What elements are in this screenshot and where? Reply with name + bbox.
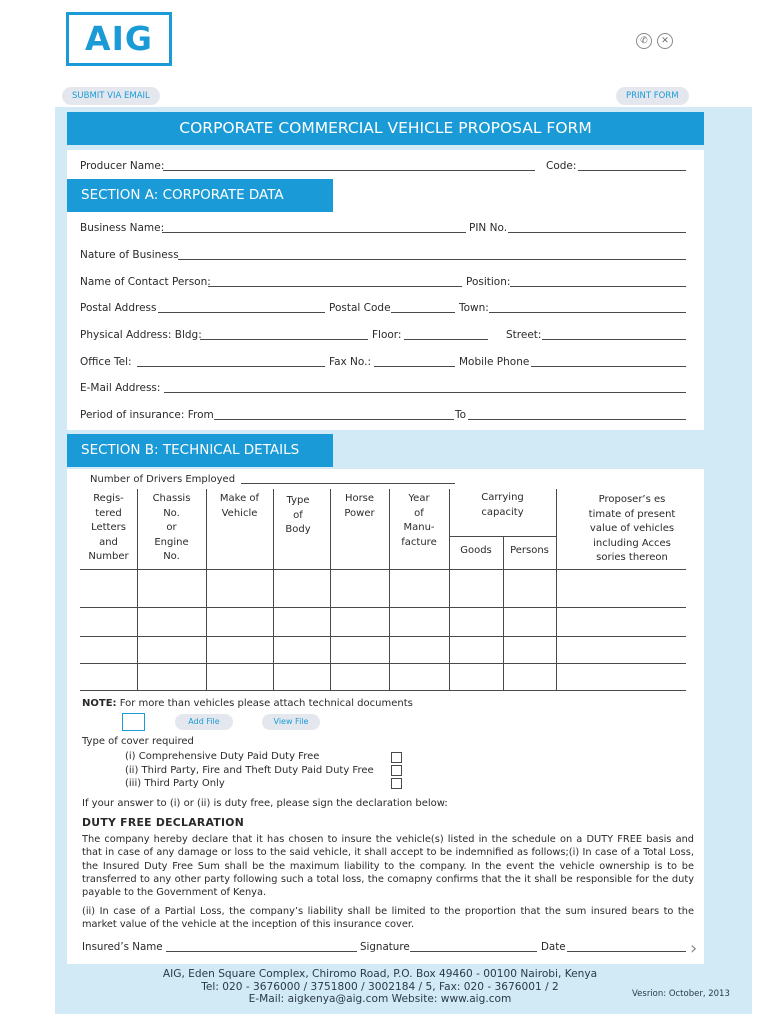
col-header-goods: Goods — [460, 545, 492, 556]
date-label: Date — [541, 941, 566, 953]
version-label: Vesrion: October, 2013 — [632, 989, 730, 999]
third-party-only-checkbox[interactable] — [391, 778, 402, 789]
producer-name-label: Producer Name: — [80, 160, 165, 172]
declaration-paragraph-2: (ii) In case of a Partial Loss, the company’s liability shall be limited to the proportion that the sum insured bears to the market value of the vehicle at the inception of this insurance cover. — [82, 906, 694, 931]
aig-logo — [66, 12, 172, 66]
nature-label: Nature of Business — [80, 249, 179, 261]
logo-text: AIG — [85, 19, 153, 58]
pin-field[interactable] — [508, 232, 686, 233]
duty-question: If your answer to (i) or (ii) is duty free, please sign the declaration below: — [82, 798, 448, 809]
postal-address-field[interactable] — [158, 312, 325, 313]
section-a-title: SECTION A: CORPORATE DATA — [67, 179, 333, 212]
table-divider — [503, 536, 504, 691]
code-field[interactable] — [578, 170, 686, 171]
fax-field[interactable] — [374, 366, 455, 367]
postal-address-label: Postal Address — [80, 302, 157, 314]
attachment-box[interactable] — [122, 713, 145, 731]
view-file-button[interactable]: View File — [262, 714, 320, 730]
mobile-label: Mobile Phone — [459, 356, 530, 368]
contact-field[interactable] — [208, 286, 462, 287]
drivers-label: Number of Drivers Employed — [90, 474, 236, 485]
floor-field[interactable] — [404, 339, 488, 340]
period-from-label: Period of insurance: From — [80, 409, 214, 421]
table-row[interactable] — [80, 636, 686, 637]
form-title: CORPORATE COMMERCIAL VEHICLE PROPOSAL FORM — [67, 112, 704, 145]
producer-name-field[interactable] — [163, 170, 535, 171]
signature-label: Signature — [360, 941, 410, 953]
table-row[interactable] — [80, 690, 686, 691]
physical-address-label: Physical Address: Bldg: — [80, 329, 202, 341]
table-row — [80, 569, 686, 570]
email-field[interactable] — [164, 392, 686, 393]
table-divider — [449, 536, 556, 537]
col-header-persons: Persons — [510, 545, 549, 556]
note-text: NOTE: For more than vehicles please attach technical documents — [82, 698, 413, 709]
cover-label: Type of cover required — [82, 736, 194, 747]
section-b-title: SECTION B: TECHNICAL DETAILS — [67, 434, 333, 467]
print-form-button[interactable]: PRINT FORM — [616, 87, 689, 105]
col-header-estimate: Proposer’s es timate of present value of vehicles including Acces sories thereon — [588, 494, 676, 563]
col-header-carrying: Carrying capacity — [481, 492, 524, 518]
pin-label: PIN No. — [469, 222, 508, 234]
street-field[interactable] — [542, 339, 686, 340]
nature-field[interactable] — [178, 259, 686, 260]
town-field[interactable] — [489, 312, 686, 313]
office-tel-label: Office Tel: — [80, 356, 132, 368]
postal-code-field[interactable] — [391, 312, 455, 313]
business-name-field[interactable] — [162, 232, 466, 233]
col-header-type: Type of Body — [285, 495, 311, 535]
next-page-icon[interactable]: › — [690, 938, 698, 959]
date-field[interactable] — [567, 951, 686, 952]
col-header-year: Year of Manu- facture — [401, 493, 437, 548]
town-label: Town: — [459, 302, 489, 314]
declaration-paragraph-1: The company hereby declare that it has chosen to insure the vehicle(s) listed in the schedule on a DUTY FREE basis and that in case of any damage or loss to the said vehicle, it shall accept to be indemnified as follows;(i) In case of a Total Loss, the Insured Duty Free Sum shall be the maximum liability to the company. In the event the vehicle ownership is to be transferred to any other party following such a total loss, the comapny confirms that the it shall be responsible for the duty payable to the Government of Kenya. — [82, 834, 694, 899]
add-file-button[interactable]: Add File — [175, 714, 233, 730]
table-divider — [556, 489, 557, 691]
contact-label: Name of Contact Person: — [80, 276, 211, 288]
floor-label: Floor: — [372, 329, 402, 341]
close-icon[interactable]: ✕ — [657, 33, 673, 49]
col-header-chassis: Chassis No. or Engine No. — [152, 493, 191, 562]
postal-code-label: Postal Code — [329, 302, 391, 314]
third-party-fire-theft-checkbox[interactable] — [391, 765, 402, 776]
period-to-label: To — [455, 409, 467, 421]
building-field[interactable] — [200, 339, 368, 340]
position-label: Position: — [466, 276, 511, 288]
period-from-field[interactable] — [214, 419, 454, 420]
cover-option-comprehensive: (i) Comprehensive Duty Paid Duty Free — [125, 751, 320, 762]
business-name-label: Business Name: — [80, 222, 165, 234]
office-tel-field[interactable] — [137, 366, 325, 367]
phone-icon[interactable]: ✆ — [636, 33, 652, 49]
email-label: E-Mail Address: — [80, 382, 161, 394]
duty-free-heading: DUTY FREE DECLARATION — [82, 816, 245, 829]
period-to-field[interactable] — [468, 419, 686, 420]
table-row[interactable] — [80, 663, 686, 664]
submit-via-email-button[interactable]: SUBMIT VIA EMAIL — [62, 87, 160, 105]
col-header-registered: Regis- tered Letters and Number — [88, 493, 129, 562]
col-header-horse-power: Horse Power — [344, 493, 375, 519]
insured-name-label: Insured’s Name — [82, 941, 163, 953]
mobile-field[interactable] — [531, 366, 686, 367]
table-row[interactable] — [80, 607, 686, 608]
cover-option-third-party-fire-theft: (ii) Third Party, Fire and Theft Duty Paid Duty Free — [125, 765, 374, 776]
comprehensive-checkbox[interactable] — [391, 752, 402, 763]
signature-field[interactable] — [410, 951, 537, 952]
insured-name-field[interactable] — [166, 951, 357, 952]
drivers-field[interactable] — [241, 483, 455, 484]
position-field[interactable] — [510, 286, 686, 287]
code-label: Code: — [546, 160, 577, 172]
street-label: Street: — [506, 329, 542, 341]
fax-label: Fax No.: — [329, 356, 372, 368]
cover-option-third-party-only: (iii) Third Party Only — [125, 778, 225, 789]
col-header-make: Make of Vehicle — [219, 493, 260, 519]
footer-address: AIG, Eden Square Complex, Chiromo Road, P.O. Box 49460 - 00100 Nairobi, Kenya Tel: 020 - 3676000 / 3751800 / 3002184 / 5, Fax: 020 - 3676001 / 2 E-Mail: aigkenya@aig.com Website: www.aig.com — [162, 968, 598, 1005]
